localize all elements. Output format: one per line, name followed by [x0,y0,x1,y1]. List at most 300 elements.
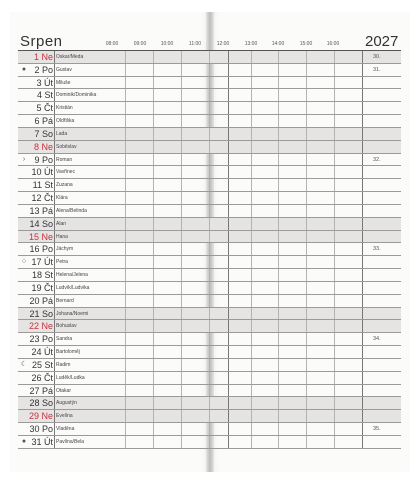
name-day: Gustav [56,66,72,73]
column-divider [228,295,229,307]
day-label: 12 Čt [31,193,53,204]
column-divider [181,192,182,204]
column-divider [362,179,363,191]
day-label: 14 So [29,218,53,229]
column-divider [334,333,335,345]
column-divider [362,397,363,409]
column-divider [278,166,279,178]
name-day: Ludvík/Ludvika [56,284,90,291]
day-row[interactable] [18,141,401,154]
column-divider [278,51,279,63]
column-divider [334,423,335,435]
time-label: 13:00 [244,41,258,47]
column-divider [181,231,182,243]
column-divider [54,218,55,230]
day-row[interactable] [18,128,401,141]
column-divider [334,102,335,114]
column-divider [362,205,363,217]
column-divider [334,346,335,358]
column-divider [181,308,182,320]
day-label: 9 Po [34,154,53,165]
column-divider [153,218,154,230]
column-divider [54,423,55,435]
time-label: 08:00 [105,41,119,47]
column-divider [181,154,182,166]
name-day: Bohuslav [56,323,77,330]
column-divider [209,154,210,166]
column-divider [362,320,363,332]
day-label: 28 So [29,398,53,409]
column-divider [306,218,307,230]
column-divider [251,166,252,178]
week-number: 33. [373,246,381,253]
name-day: Dominik/Dominika [56,92,97,99]
column-divider [228,397,229,409]
time-label: 11:00 [188,41,202,47]
column-divider [306,359,307,371]
day-row[interactable] [18,218,401,231]
column-divider [334,295,335,307]
column-divider [251,205,252,217]
day-label: 6 Pá [34,116,53,127]
column-divider [306,385,307,397]
column-divider [209,410,210,422]
day-row[interactable] [18,231,401,244]
day-label: 7 So [34,128,53,139]
column-divider [228,243,229,255]
column-divider [228,77,229,89]
column-divider [251,218,252,230]
day-row[interactable] [18,192,401,205]
column-divider [181,141,182,153]
column-divider [278,179,279,191]
column-divider [334,218,335,230]
week-number: 34. [373,336,381,343]
column-divider [181,64,182,76]
name-day: Petra [56,259,68,266]
day-label: 26 Čt [31,372,53,383]
day-row[interactable] [18,410,401,423]
column-divider [125,256,126,268]
column-divider [278,205,279,217]
column-divider [306,372,307,384]
name-day: Kristián [56,105,73,112]
day-row[interactable] [18,333,401,346]
column-divider [334,410,335,422]
column-divider [251,128,252,140]
column-divider [306,128,307,140]
column-divider [278,231,279,243]
column-divider [306,51,307,63]
name-day: Klára [56,195,68,202]
column-divider [181,385,182,397]
column-divider [278,346,279,358]
column-divider [181,51,182,63]
column-divider [228,231,229,243]
name-day: Hana [56,233,68,240]
day-row[interactable] [18,308,401,321]
month-title: Srpen [20,33,63,50]
column-divider [251,89,252,101]
column-divider [334,436,335,448]
column-divider [181,359,182,371]
column-divider [54,154,55,166]
day-label: 15 Ne [28,231,53,242]
column-divider [54,115,55,127]
column-divider [278,436,279,448]
column-divider [54,141,55,153]
column-divider [278,192,279,204]
column-divider [334,243,335,255]
column-divider [125,436,126,448]
name-day: Luděk/Ludka [56,374,85,381]
column-divider [278,102,279,114]
column-divider [306,320,307,332]
year-title: 2027 [365,33,399,50]
time-label: 10:00 [160,41,174,47]
day-row[interactable] [18,282,401,295]
column-divider [125,410,126,422]
column-divider [125,115,126,127]
column-divider [228,218,229,230]
column-divider [125,89,126,101]
day-row[interactable] [18,243,401,256]
day-label: 13 Pá [29,205,53,216]
day-row[interactable] [18,423,401,436]
name-day: Augustýn [56,400,77,407]
day-row[interactable] [18,359,401,372]
column-divider [228,385,229,397]
name-day: Jáchym [56,246,74,253]
column-divider [306,423,307,435]
column-divider [278,423,279,435]
column-divider [306,333,307,345]
column-divider [54,346,55,358]
day-row[interactable] [18,320,401,333]
column-divider [306,295,307,307]
column-divider [54,397,55,409]
column-divider [54,410,55,422]
column-divider [334,397,335,409]
column-divider [209,166,210,178]
day-label: 4 St [36,90,53,101]
column-divider [278,308,279,320]
column-divider [306,256,307,268]
time-label: 14:00 [271,41,285,47]
column-divider [181,102,182,114]
column-divider [278,333,279,345]
column-divider [153,410,154,422]
week-number: 32. [373,156,381,163]
column-divider [153,397,154,409]
day-row[interactable] [18,397,401,410]
column-divider [125,320,126,332]
day-row[interactable] [18,51,401,64]
day-row[interactable] [18,166,401,179]
column-divider [251,359,252,371]
column-divider [209,231,210,243]
column-divider [362,102,363,114]
column-divider [153,166,154,178]
day-label: 8 Ne [33,141,53,152]
column-divider [181,218,182,230]
column-divider [278,77,279,89]
column-divider [251,179,252,191]
column-divider [228,141,229,153]
column-divider [278,359,279,371]
name-day: Soběslav [56,143,77,150]
column-divider [181,115,182,127]
moon-phase-icon: ● [21,437,27,445]
column-divider [228,128,229,140]
column-divider [209,269,210,281]
column-divider [153,385,154,397]
column-divider [228,308,229,320]
column-divider [251,269,252,281]
name-day: Otakar [56,387,72,394]
column-divider [153,102,154,114]
column-divider [153,128,154,140]
column-divider [125,346,126,358]
day-row[interactable] [18,385,401,398]
day-row[interactable] [18,205,401,218]
column-divider [181,128,182,140]
day-label: 23 Po [29,334,53,345]
column-divider [54,436,55,448]
column-divider [125,397,126,409]
day-row[interactable] [18,295,401,308]
column-divider [209,346,210,358]
column-divider [209,436,210,448]
column-divider [228,333,229,345]
week-number: 31. [373,66,381,73]
column-divider [181,423,182,435]
column-divider [125,64,126,76]
column-divider [306,102,307,114]
column-divider [209,77,210,89]
week-number: 30. [373,54,381,60]
column-divider [153,179,154,191]
column-divider [251,308,252,320]
column-divider [228,154,229,166]
column-divider [228,192,229,204]
column-divider [125,333,126,345]
column-divider [54,308,55,320]
column-divider [54,295,55,307]
column-divider [153,77,154,89]
column-divider [209,141,210,153]
column-divider [54,231,55,243]
column-divider [181,89,182,101]
column-divider [209,205,210,217]
name-day: Johana/Noemi [56,310,89,317]
column-divider [278,372,279,384]
column-divider [209,295,210,307]
day-row[interactable] [18,64,401,77]
day-row[interactable] [18,154,401,167]
column-divider [153,192,154,204]
column-divider [251,141,252,153]
column-divider [334,166,335,178]
column-divider [153,346,154,358]
column-divider [54,89,55,101]
name-day: Evelína [56,413,73,420]
column-divider [181,295,182,307]
day-label: 25 St [31,359,53,370]
day-label: 22 Ne [28,321,53,332]
column-divider [278,115,279,127]
column-divider [251,282,252,294]
day-row[interactable] [18,346,401,359]
column-divider [125,269,126,281]
column-divider [209,308,210,320]
time-label: 12:00 [216,41,230,47]
column-divider [54,359,55,371]
column-divider [362,436,363,448]
column-divider [306,192,307,204]
column-divider [153,231,154,243]
column-divider [251,333,252,345]
column-divider [251,64,252,76]
column-divider [153,372,154,384]
column-divider [278,295,279,307]
column-divider [278,256,279,268]
day-row[interactable] [18,115,401,128]
day-row[interactable] [18,102,401,115]
column-divider [306,243,307,255]
column-divider [125,372,126,384]
column-divider [228,89,229,101]
column-divider [251,436,252,448]
column-divider [181,410,182,422]
column-divider [306,282,307,294]
column-divider [54,64,55,76]
column-divider [251,410,252,422]
column-divider [228,256,229,268]
name-day: Pavlína/Bela [56,438,85,445]
column-divider [125,179,126,191]
column-divider [278,218,279,230]
moon-phase-icon: ● [21,65,27,73]
column-divider [278,282,279,294]
column-divider [334,64,335,76]
column-divider [54,166,55,178]
column-divider [209,102,210,114]
column-divider [362,256,363,268]
column-divider [125,77,126,89]
column-divider [153,269,154,281]
column-divider [334,372,335,384]
column-divider [362,89,363,101]
day-row[interactable] [18,269,401,282]
column-divider [153,436,154,448]
column-divider [181,346,182,358]
column-divider [334,77,335,89]
column-divider [209,320,210,332]
day-label: 1 Ne [33,52,53,62]
column-divider [251,51,252,63]
column-divider [306,269,307,281]
column-divider [362,333,363,345]
column-divider [209,179,210,191]
column-divider [125,102,126,114]
column-divider [228,179,229,191]
moon-phase-icon: › [22,155,26,163]
column-divider [306,141,307,153]
day-row[interactable] [18,256,401,269]
column-divider [362,243,363,255]
day-row[interactable] [18,179,401,192]
column-divider [209,385,210,397]
day-label: 3 Út [36,77,53,88]
column-divider [125,166,126,178]
column-divider [54,385,55,397]
column-divider [181,397,182,409]
column-divider [153,320,154,332]
day-label: 19 Čt [31,282,53,293]
column-divider [125,218,126,230]
column-divider [251,192,252,204]
column-divider [125,51,126,63]
column-divider [334,51,335,63]
column-divider [334,128,335,140]
column-divider [278,64,279,76]
day-label: 16 Po [29,244,53,255]
column-divider [251,346,252,358]
column-divider [153,308,154,320]
name-day: Miluše [56,79,71,86]
column-divider [278,141,279,153]
column-divider [228,410,229,422]
column-divider [278,410,279,422]
column-divider [153,64,154,76]
column-divider [251,243,252,255]
day-row[interactable] [18,436,401,449]
column-divider [125,128,126,140]
column-divider [181,243,182,255]
day-label: 5 Čt [36,103,53,114]
column-divider [362,359,363,371]
column-divider [362,64,363,76]
column-divider [181,256,182,268]
column-divider [362,128,363,140]
column-divider [181,166,182,178]
column-divider [209,333,210,345]
column-divider [54,243,55,255]
day-row[interactable] [18,372,401,385]
column-divider [54,179,55,191]
day-rows [18,51,401,449]
column-divider [54,205,55,217]
day-label: 18 St [31,270,53,281]
column-divider [209,51,210,63]
day-row[interactable] [18,89,401,102]
column-divider [209,397,210,409]
column-divider [54,269,55,281]
column-divider [251,372,252,384]
column-divider [306,308,307,320]
column-divider [278,269,279,281]
column-divider [54,102,55,114]
column-divider [334,205,335,217]
column-divider [306,346,307,358]
day-label: 17 Út [31,257,53,268]
column-divider [334,154,335,166]
column-divider [251,77,252,89]
column-divider [362,154,363,166]
day-row[interactable] [18,77,401,90]
column-divider [228,64,229,76]
